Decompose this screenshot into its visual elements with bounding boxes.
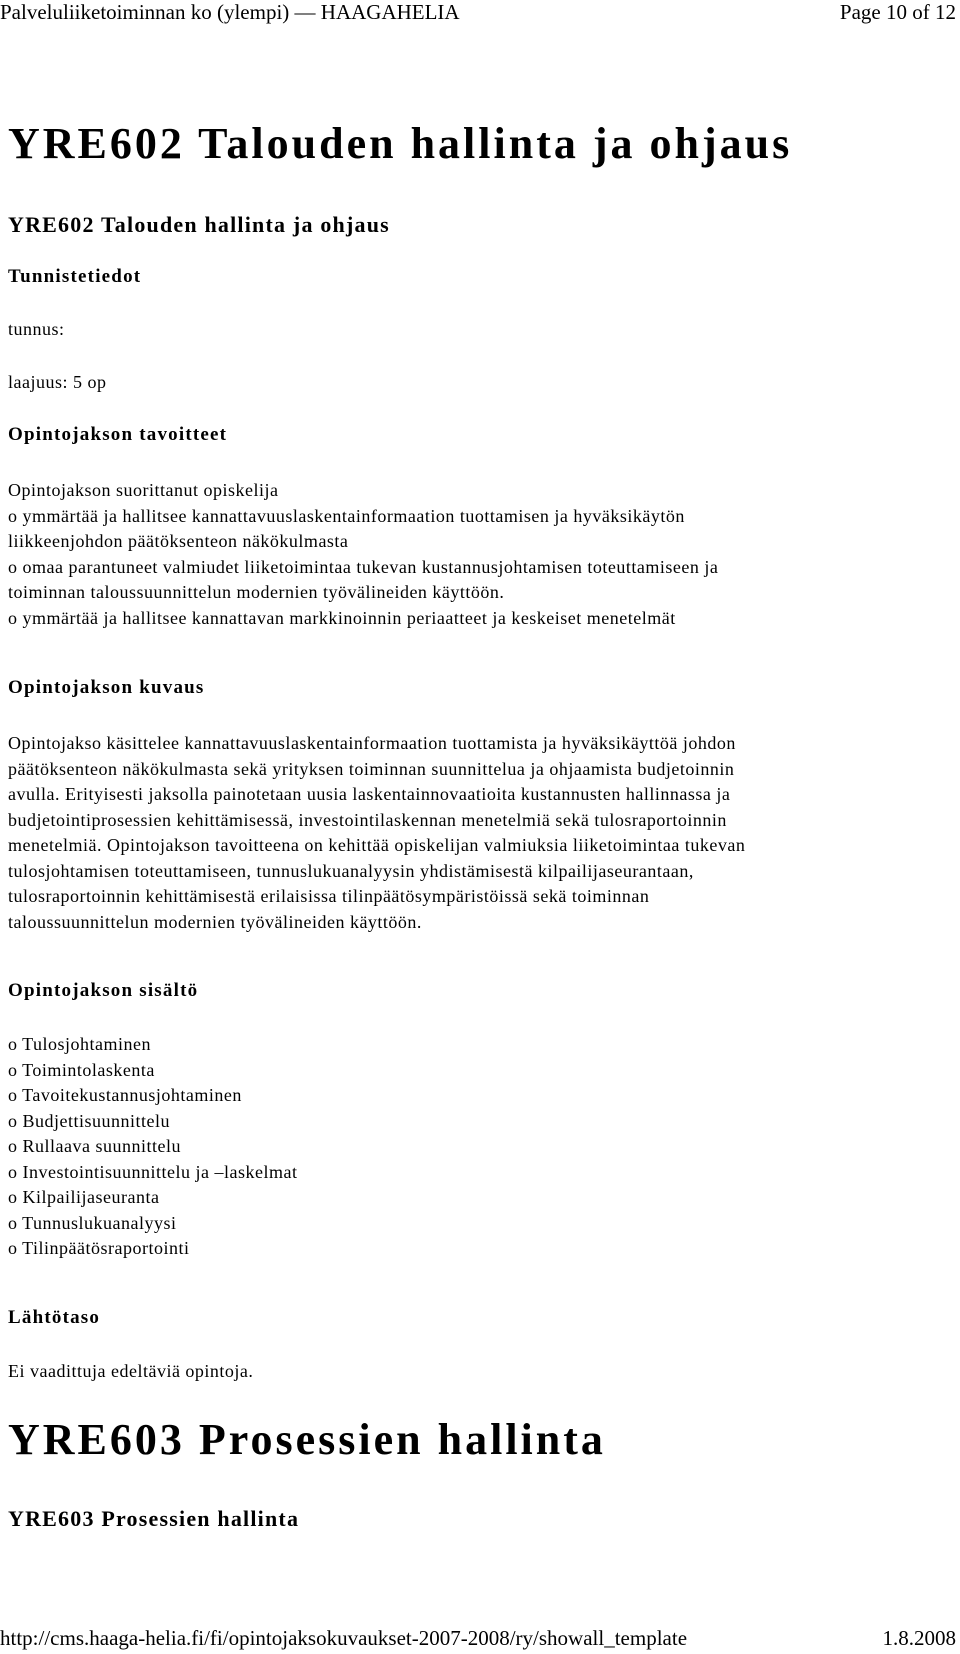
course-subtitle: YRE602 Talouden hallinta ja ohjaus	[8, 212, 390, 237]
content-list	[8, 1032, 297, 1262]
prerequisites-heading: Lähtötaso	[8, 1307, 101, 1328]
list-item: o Tilinpäätösraportointi	[8, 1238, 190, 1258]
goals-heading: Opintojakson tavoitteet	[8, 424, 228, 445]
footer-date: 1.8.2008	[882, 1626, 956, 1650]
content-heading: Opintojakson sisältö	[8, 980, 199, 1001]
next-course-subtitle: YRE603 Prosessien hallinta	[8, 1506, 300, 1531]
goals-line: o ymmärtää ja hallitsee kannattavuuslaskentainformaation tuottamisen ja hyväksikäytön	[8, 505, 685, 526]
goals-text	[8, 478, 718, 631]
goals-line: o omaa parantuneet valmiudet liiketoimintaa tukevan kustannusjohtamisen toteuttamiseen ja	[8, 556, 719, 577]
goals-line: o ymmärtää ja hallitsee kannattavan markkinoinnin periaatteet ja keskeiset menetelmät	[8, 607, 676, 628]
list-item: o Investointisuunnittelu ja –laskelmat	[8, 1161, 298, 1182]
description-line: päätöksenteon näkökulmasta sekä yrityksen toiminnan suunnittelua ja ohjaamista budjetoinnin	[8, 758, 735, 779]
course-code-label: tunnus:	[8, 319, 65, 339]
list-item: o Budjettisuunnittelu	[8, 1110, 170, 1131]
course-scope: laajuus: 5 op	[8, 372, 107, 392]
page-footer	[0, 1626, 960, 1654]
description-line: tulosraportoinnin kehittämisestä erilaisissa tilinpäätösympäristöissä sekä toiminnan	[8, 886, 650, 906]
list-item: o Rullaava suunnittelu	[8, 1136, 181, 1156]
list-item: o Kilpailijaseuranta	[8, 1187, 160, 1207]
course-title: YRE602 Talouden hallinta ja ohjaus	[8, 119, 793, 168]
description-line: avulla. Erityisesti jaksolla painotetaan uusia laskentainnovaatioita kustannusten hallinnassa ja	[8, 784, 731, 804]
header-page-number: Page 10 of 12	[839, 0, 956, 24]
description-heading: Opintojakson kuvaus	[8, 677, 205, 698]
description-line: Opintojakso käsittelee kannattavuuslaskentainformaation tuottamista ja hyväksikäyttöä johdon	[8, 733, 736, 753]
goals-line: toiminnan taloussuunnittelun modernien työvälineiden käyttöön.	[8, 582, 505, 602]
prerequisites-text: Ei vaadittuja edeltäviä opintoja.	[8, 1361, 254, 1381]
description-line: menetelmiä. Opintojakson tavoitteena on kehittää opiskelijan valmiuksia liiketoimintaa tukevan	[8, 835, 746, 855]
goals-line: Opintojakson suorittanut opiskelija	[8, 480, 279, 500]
page-header	[0, 0, 960, 24]
list-item: o Tulosjohtaminen	[8, 1034, 152, 1054]
identifiers-heading: Tunnistetiedot	[8, 266, 142, 287]
goals-line: liikkeenjohdon päätöksenteon näkökulmasta	[8, 531, 349, 551]
description-line: tulosjohtamisen toteuttamiseen, tunnuslukuanalyysin yhdistämisestä kilpailijaseurantaan,	[8, 860, 694, 881]
list-item: o Tavoitekustannusjohtaminen	[8, 1085, 242, 1105]
header-document-title: Palveluliiketoiminnan ko (ylempi) — HAAGAHELIA	[0, 0, 460, 24]
list-item: o Tunnuslukuanalyysi	[8, 1212, 177, 1233]
description-text	[8, 731, 745, 935]
description-line: budjetointiprosessien kehittämisessä, investointilaskennan menetelmiä sekä tulosraportoinnin	[8, 809, 727, 830]
list-item: o Toimintolaskenta	[8, 1059, 155, 1080]
footer-url: http://cms.haaga-helia.fi/fi/opintojaksokuvaukset-2007-2008/ry/showall_template	[0, 1626, 688, 1650]
description-line: taloussuunnittelun modernien työvälineiden käyttöön.	[8, 911, 422, 932]
next-course-title: YRE603 Prosessien hallinta	[8, 1415, 606, 1464]
